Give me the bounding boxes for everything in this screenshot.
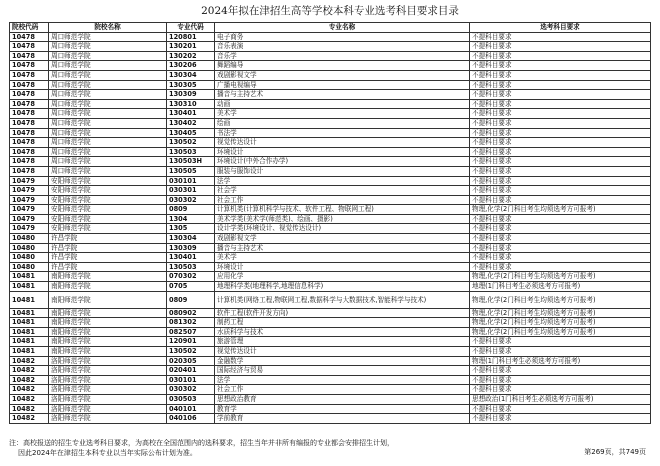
cell-major-name: 电子商务 (215, 32, 470, 42)
cell-major-code: 080902 (167, 308, 215, 318)
cell-subject-requirement: 不提科目要求 (470, 51, 651, 61)
cell-school-code: 10482 (10, 375, 49, 385)
cell-major-name: 服装与服饰设计 (215, 166, 470, 176)
cell-major-code: 040101 (167, 404, 215, 414)
cell-major-code: 030101 (167, 375, 215, 385)
table-row (10, 195, 651, 205)
table-row (10, 51, 651, 61)
table-row (10, 234, 651, 244)
cell-subject-requirement: 不提科目要求 (470, 262, 651, 272)
cell-subject-requirement: 不提科目要求 (470, 128, 651, 138)
cell-school-name: 南阳师范学院 (49, 291, 167, 308)
cell-subject-requirement: 不提科目要求 (470, 99, 651, 109)
cell-subject-requirement: 不提科目要求 (470, 61, 651, 71)
table-row (10, 61, 651, 71)
cell-major-code: 130503 (167, 262, 215, 272)
cell-school-code: 10478 (10, 157, 49, 167)
cell-school-name: 洛阳师范学院 (49, 385, 167, 395)
cell-school-code: 10478 (10, 118, 49, 128)
cell-school-code: 10481 (10, 327, 49, 337)
table-row (10, 147, 651, 157)
cell-school-code: 10478 (10, 166, 49, 176)
cell-major-name: 美术学 (215, 109, 470, 119)
cell-school-name: 周口师范学院 (49, 99, 167, 109)
table-row (10, 385, 651, 395)
cell-school-code: 10481 (10, 337, 49, 347)
cell-school-code: 10481 (10, 291, 49, 308)
cell-subject-requirement: 地理(1门科目考生必须选考方可报考) (470, 282, 651, 292)
cell-subject-requirement: 不提科目要求 (470, 166, 651, 176)
table-row (10, 176, 651, 186)
cell-major-name: 书法学 (215, 128, 470, 138)
cell-subject-requirement: 不提科目要求 (470, 253, 651, 263)
cell-major-name: 社会学 (215, 186, 470, 196)
table-row (10, 166, 651, 176)
cell-major-code: 070302 (167, 272, 215, 282)
table-row (10, 414, 651, 424)
cell-major-name: 音乐学 (215, 51, 470, 61)
cell-subject-requirement: 不提科目要求 (470, 234, 651, 244)
cell-subject-requirement: 不提科目要求 (470, 70, 651, 80)
cell-school-code: 10478 (10, 128, 49, 138)
cell-subject-requirement: 不提科目要求 (470, 404, 651, 414)
cell-subject-requirement: 物理,化学(2门科目考生均须选考方可报考) (470, 327, 651, 337)
cell-subject-requirement: 不提科目要求 (470, 195, 651, 205)
cell-major-name: 学前教育 (215, 414, 470, 424)
cell-school-name: 洛阳师范学院 (49, 414, 167, 424)
page-title: 2024年拟在津招生高等学校本科专业选考科目要求目录 (201, 5, 459, 17)
cell-school-name: 南阳师范学院 (49, 308, 167, 318)
cell-school-code: 10479 (10, 195, 49, 205)
cell-school-name: 周口师范学院 (49, 32, 167, 42)
cell-school-name: 南阳师范学院 (49, 272, 167, 282)
table-row (10, 318, 651, 328)
cell-major-name: 制药工程 (215, 318, 470, 328)
cell-subject-requirement: 物理,化学(2门科目考生均须选考方可报考) (470, 308, 651, 318)
cell-school-name: 南阳师范学院 (49, 337, 167, 347)
cell-school-code: 10478 (10, 99, 49, 109)
cell-major-code: 030503 (167, 394, 215, 404)
cell-school-code: 10478 (10, 70, 49, 80)
cell-school-name: 周口师范学院 (49, 147, 167, 157)
cell-major-code: 0705 (167, 282, 215, 292)
cell-school-code: 10478 (10, 80, 49, 90)
cell-major-name: 社会工作 (215, 385, 470, 395)
cell-major-code: 0809 (167, 291, 215, 308)
cell-major-code: 081302 (167, 318, 215, 328)
table-row (10, 70, 651, 80)
cell-school-name: 安阳师范学院 (49, 205, 167, 215)
cell-school-name: 安阳师范学院 (49, 176, 167, 186)
cell-major-code: 130201 (167, 42, 215, 52)
header-major-name: 专业名称 (215, 23, 470, 33)
cell-school-code: 10481 (10, 308, 49, 318)
cell-subject-requirement: 不提科目要求 (470, 109, 651, 119)
table-row (10, 42, 651, 52)
cell-major-code: 130405 (167, 128, 215, 138)
cell-subject-requirement: 不提科目要求 (470, 414, 651, 424)
cell-school-name: 洛阳师范学院 (49, 366, 167, 376)
cell-major-code: 020401 (167, 366, 215, 376)
cell-subject-requirement: 不提科目要求 (470, 157, 651, 167)
cell-school-code: 10481 (10, 282, 49, 292)
cell-subject-requirement: 不提科目要求 (470, 176, 651, 186)
cell-school-code: 10482 (10, 414, 49, 424)
cell-subject-requirement: 不提科目要求 (470, 366, 651, 376)
table-row (10, 32, 651, 42)
cell-major-name: 环境设计 (215, 147, 470, 157)
table-row (10, 205, 651, 215)
cell-subject-requirement: 不提科目要求 (470, 337, 651, 347)
table-header-row (10, 23, 651, 33)
cell-school-name: 周口师范学院 (49, 118, 167, 128)
cell-major-name: 国际经济与贸易 (215, 366, 470, 376)
cell-major-name: 计算机类(网络工程,物联网工程,数据科学与大数据技术,智能科学与技术) (215, 291, 470, 308)
cell-school-code: 10480 (10, 262, 49, 272)
cell-school-name: 周口师范学院 (49, 138, 167, 148)
cell-school-code: 10478 (10, 147, 49, 157)
cell-school-code: 10482 (10, 394, 49, 404)
cell-major-code: 130503H (167, 157, 215, 167)
cell-subject-requirement: 不提科目要求 (470, 118, 651, 128)
table-row (10, 109, 651, 119)
table-row (10, 186, 651, 196)
cell-subject-requirement: 思想政治(1门科目考生必须选考方可报考) (470, 394, 651, 404)
cell-school-code: 10478 (10, 32, 49, 42)
cell-major-code: 130502 (167, 138, 215, 148)
cell-major-name: 视觉传达设计 (215, 138, 470, 148)
cell-school-name: 许昌学院 (49, 234, 167, 244)
cell-major-code: 130309 (167, 243, 215, 253)
cell-school-code: 10478 (10, 51, 49, 61)
cell-major-code: 120801 (167, 32, 215, 42)
cell-school-code: 10479 (10, 186, 49, 196)
table-row (10, 80, 651, 90)
cell-school-name: 南阳师范学院 (49, 327, 167, 337)
table-row (10, 243, 651, 253)
cell-major-name: 水质科学与技术 (215, 327, 470, 337)
cell-school-name: 周口师范学院 (49, 128, 167, 138)
header-subject-requirement: 选考科目要求 (470, 23, 651, 33)
cell-school-code: 10479 (10, 205, 49, 215)
cell-major-name: 社会工作 (215, 195, 470, 205)
cell-school-name: 周口师范学院 (49, 166, 167, 176)
table-row (10, 262, 651, 272)
cell-major-code: 130206 (167, 61, 215, 71)
footnote-line-2: 因此2024年在津招生本科专业以当年实际公布计划为准。 (18, 449, 197, 457)
cell-subject-requirement: 物理(1门科目考生必须选考方可报考) (470, 356, 651, 366)
cell-major-name: 广播电视编导 (215, 80, 470, 90)
cell-school-code: 10478 (10, 138, 49, 148)
cell-major-name: 法学 (215, 375, 470, 385)
cell-major-name: 播音与主持艺术 (215, 90, 470, 100)
table-row (10, 337, 651, 347)
cell-major-code: 030301 (167, 186, 215, 196)
table-row (10, 327, 651, 337)
table-row (10, 157, 651, 167)
cell-major-name: 计算机类(计算机科学与技术、软件工程、物联网工程) (215, 205, 470, 215)
cell-school-code: 10479 (10, 224, 49, 234)
cell-major-code: 120901 (167, 337, 215, 347)
cell-major-code: 030302 (167, 195, 215, 205)
cell-major-code: 130304 (167, 70, 215, 80)
cell-subject-requirement: 不提科目要求 (470, 214, 651, 224)
cell-major-code: 030101 (167, 176, 215, 186)
table-row (10, 282, 651, 292)
cell-school-name: 周口师范学院 (49, 70, 167, 80)
cell-major-code: 0809 (167, 205, 215, 215)
cell-major-name: 戏剧影视文学 (215, 70, 470, 80)
cell-major-code: 130503 (167, 147, 215, 157)
cell-major-name: 地理科学类(地理科学,地理信息科学) (215, 282, 470, 292)
cell-major-name: 播音与主持艺术 (215, 243, 470, 253)
cell-major-name: 动画 (215, 99, 470, 109)
cell-school-code: 10481 (10, 347, 49, 357)
table-row (10, 394, 651, 404)
footnote-line-1: 注：高校报送的招生专业选考科目要求，为高校在全国范围内的选科要求，招生当年并非所有编报的专业都会安排招生计划， (9, 439, 394, 447)
cell-school-code: 10482 (10, 366, 49, 376)
cell-subject-requirement: 不提科目要求 (470, 385, 651, 395)
cell-major-code: 130305 (167, 80, 215, 90)
cell-major-name: 应用化学 (215, 272, 470, 282)
table-row (10, 128, 651, 138)
cell-school-name: 许昌学院 (49, 262, 167, 272)
cell-subject-requirement: 不提科目要求 (470, 138, 651, 148)
table-row (10, 138, 651, 148)
cell-major-code: 030302 (167, 385, 215, 395)
cell-school-name: 洛阳师范学院 (49, 394, 167, 404)
header-school-code: 院校代码 (10, 23, 49, 33)
cell-school-name: 洛阳师范学院 (49, 356, 167, 366)
cell-school-name: 洛阳师范学院 (49, 375, 167, 385)
cell-school-name: 南阳师范学院 (49, 282, 167, 292)
cell-school-code: 10482 (10, 356, 49, 366)
header-major-code: 专业代码 (167, 23, 215, 33)
cell-school-name: 周口师范学院 (49, 157, 167, 167)
cell-subject-requirement: 不提科目要求 (470, 90, 651, 100)
table-row (10, 214, 651, 224)
cell-school-code: 10479 (10, 214, 49, 224)
cell-school-code: 10478 (10, 42, 49, 52)
cell-subject-requirement: 不提科目要求 (470, 42, 651, 52)
cell-school-code: 10482 (10, 404, 49, 414)
cell-major-code: 130505 (167, 166, 215, 176)
table-row (10, 90, 651, 100)
cell-major-name: 设计学类(环境设计、视觉传达设计) (215, 224, 470, 234)
cell-school-name: 周口师范学院 (49, 80, 167, 90)
cell-major-name: 思想政治教育 (215, 394, 470, 404)
cell-school-name: 周口师范学院 (49, 61, 167, 71)
cell-major-name: 美术学 (215, 253, 470, 263)
cell-major-code: 130401 (167, 253, 215, 263)
cell-school-name: 周口师范学院 (49, 90, 167, 100)
cell-major-code: 130309 (167, 90, 215, 100)
table-row (10, 404, 651, 414)
cell-major-code: 130402 (167, 118, 215, 128)
cell-school-name: 周口师范学院 (49, 42, 167, 52)
cell-school-code: 10481 (10, 272, 49, 282)
cell-subject-requirement: 不提科目要求 (470, 375, 651, 385)
table-row (10, 224, 651, 234)
cell-school-code: 10482 (10, 385, 49, 395)
cell-major-code: 1304 (167, 214, 215, 224)
cell-major-code: 082507 (167, 327, 215, 337)
cell-subject-requirement: 物理,化学(2门科目考生均须选考方可报考) (470, 318, 651, 328)
cell-major-name: 环境设计(中外合作办学) (215, 157, 470, 167)
table-row (10, 347, 651, 357)
table-row (10, 99, 651, 109)
table-row (10, 356, 651, 366)
cell-major-name: 软件工程(软件开发方向) (215, 308, 470, 318)
requirements-table (9, 22, 651, 424)
cell-school-code: 10479 (10, 176, 49, 186)
cell-school-code: 10480 (10, 243, 49, 253)
cell-major-name: 绘画 (215, 118, 470, 128)
cell-major-code: 1305 (167, 224, 215, 234)
cell-major-name: 环境设计 (215, 262, 470, 272)
footnote (9, 438, 394, 458)
cell-school-code: 10480 (10, 253, 49, 263)
cell-subject-requirement: 物理,化学(2门科目考生均须选考方可报考) (470, 291, 651, 308)
cell-major-name: 视觉传达设计 (215, 347, 470, 357)
cell-school-name: 周口师范学院 (49, 109, 167, 119)
cell-school-name: 许昌学院 (49, 243, 167, 253)
cell-major-name: 法学 (215, 176, 470, 186)
table-row (10, 118, 651, 128)
cell-subject-requirement: 不提科目要求 (470, 32, 651, 42)
table-row (10, 291, 651, 308)
cell-major-name: 音乐表演 (215, 42, 470, 52)
cell-major-code: 130304 (167, 234, 215, 244)
cell-subject-requirement: 不提科目要求 (470, 186, 651, 196)
table-row (10, 272, 651, 282)
table-row (10, 375, 651, 385)
cell-school-name: 洛阳师范学院 (49, 404, 167, 414)
table-row (10, 308, 651, 318)
cell-major-code: 040106 (167, 414, 215, 424)
cell-school-name: 安阳师范学院 (49, 224, 167, 234)
cell-school-code: 10478 (10, 61, 49, 71)
cell-school-name: 周口师范学院 (49, 51, 167, 61)
cell-subject-requirement: 不提科目要求 (470, 243, 651, 253)
cell-school-code: 10478 (10, 90, 49, 100)
cell-major-name: 教育学 (215, 404, 470, 414)
cell-major-code: 130310 (167, 99, 215, 109)
cell-major-code: 130202 (167, 51, 215, 61)
table-row (10, 253, 651, 263)
cell-school-name: 安阳师范学院 (49, 186, 167, 196)
cell-major-code: 130502 (167, 347, 215, 357)
cell-major-name: 旅游管理 (215, 337, 470, 347)
cell-subject-requirement: 不提科目要求 (470, 80, 651, 90)
cell-subject-requirement: 物理,化学(2门科目考生均须选考方可报考) (470, 272, 651, 282)
cell-subject-requirement: 不提科目要求 (470, 147, 651, 157)
page-indicator: 第269页，共749页 (584, 448, 646, 456)
cell-major-code: 020305 (167, 356, 215, 366)
header-school-name: 院校名称 (49, 23, 167, 33)
cell-major-name: 舞蹈编导 (215, 61, 470, 71)
cell-major-name: 戏剧影视文学 (215, 234, 470, 244)
table-body (10, 32, 651, 423)
cell-school-name: 南阳师范学院 (49, 318, 167, 328)
cell-subject-requirement: 物理,化学(2门科目考生均须选考方可报考) (470, 205, 651, 215)
table-row (10, 366, 651, 376)
cell-school-name: 南阳师范学院 (49, 347, 167, 357)
cell-school-name: 安阳师范学院 (49, 195, 167, 205)
cell-major-code: 130401 (167, 109, 215, 119)
cell-major-name: 金融数学 (215, 356, 470, 366)
cell-subject-requirement: 不提科目要求 (470, 347, 651, 357)
cell-school-code: 10480 (10, 234, 49, 244)
cell-school-name: 安阳师范学院 (49, 214, 167, 224)
cell-major-name: 美术学类(美术学(师范类)、绘画、摄影) (215, 214, 470, 224)
cell-subject-requirement: 不提科目要求 (470, 224, 651, 234)
cell-school-code: 10478 (10, 109, 49, 119)
cell-school-name: 许昌学院 (49, 253, 167, 263)
cell-school-code: 10481 (10, 318, 49, 328)
